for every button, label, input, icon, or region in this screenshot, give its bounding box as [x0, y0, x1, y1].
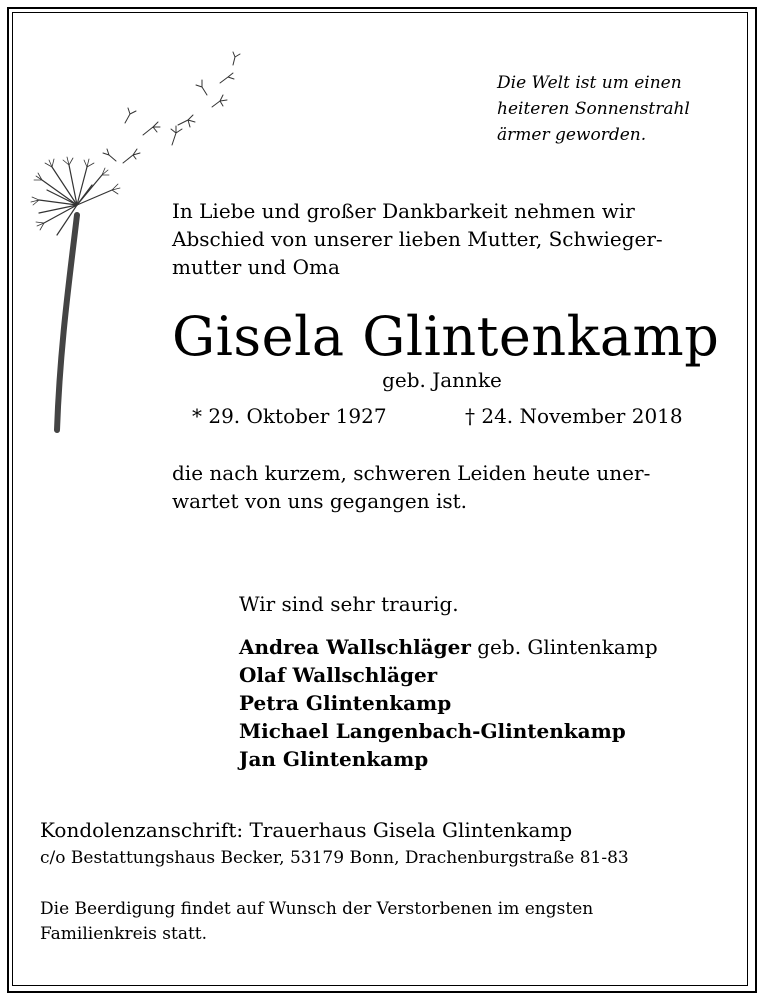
intro-text: [172, 197, 663, 281]
body-line: die nach kurzem, schweren Leiden heute uner-: [172, 461, 651, 485]
deceased-name: Gisela Glintenkamp: [172, 305, 720, 368]
mourner-name: Petra Glintenkamp: [239, 691, 452, 715]
mourners-list: [239, 633, 658, 773]
intro-line: In Liebe und großer Dankbarkeit nehmen wir: [172, 199, 635, 223]
funeral-line: Familienkreis statt.: [40, 924, 208, 944]
body-text: [172, 459, 650, 515]
quote-line: heiteren Sonnenstrahl: [497, 99, 690, 119]
quote: [497, 70, 690, 148]
funeral-notice: [40, 897, 593, 947]
mourner: [239, 717, 658, 745]
mourner: [239, 689, 658, 717]
maiden-name: geb. Jannke: [382, 368, 502, 392]
mourner-name: Andrea Wallschläger: [239, 635, 471, 659]
quote-line: ärmer geworden.: [497, 125, 647, 145]
birth-date: * 29. Oktober 1927: [192, 404, 387, 428]
quote-line: Die Welt ist um einen: [497, 73, 682, 93]
body-line: wartet von uns gegangen ist.: [172, 489, 468, 513]
mourner: [239, 633, 658, 661]
mourners-intro: Wir sind sehr traurig.: [239, 592, 459, 616]
mourner-name: Jan Glintenkamp: [239, 747, 429, 771]
intro-line: mutter und Oma: [172, 255, 340, 279]
condolence-address: Kondolenzanschrift: Trauerhaus Gisela Glintenkamp: [40, 818, 573, 842]
mourner: [239, 661, 658, 689]
mourner-name: Olaf Wallschläger: [239, 663, 438, 687]
mourner-suffix: geb. Glintenkamp: [470, 635, 658, 659]
intro-line: Abschied von unserer lieben Mutter, Schwieger-: [172, 227, 663, 251]
condolence-address-detail: c/o Bestattungshaus Becker, 53179 Bonn, Drachenburgstraße 81-83: [40, 848, 629, 868]
mourner: [239, 745, 658, 773]
funeral-line: Die Beerdigung findet auf Wunsch der Verstorbenen im engsten: [40, 899, 594, 919]
death-date: † 24. November 2018: [465, 404, 683, 428]
mourner-name: Michael Langenbach-Glintenkamp: [239, 719, 626, 743]
